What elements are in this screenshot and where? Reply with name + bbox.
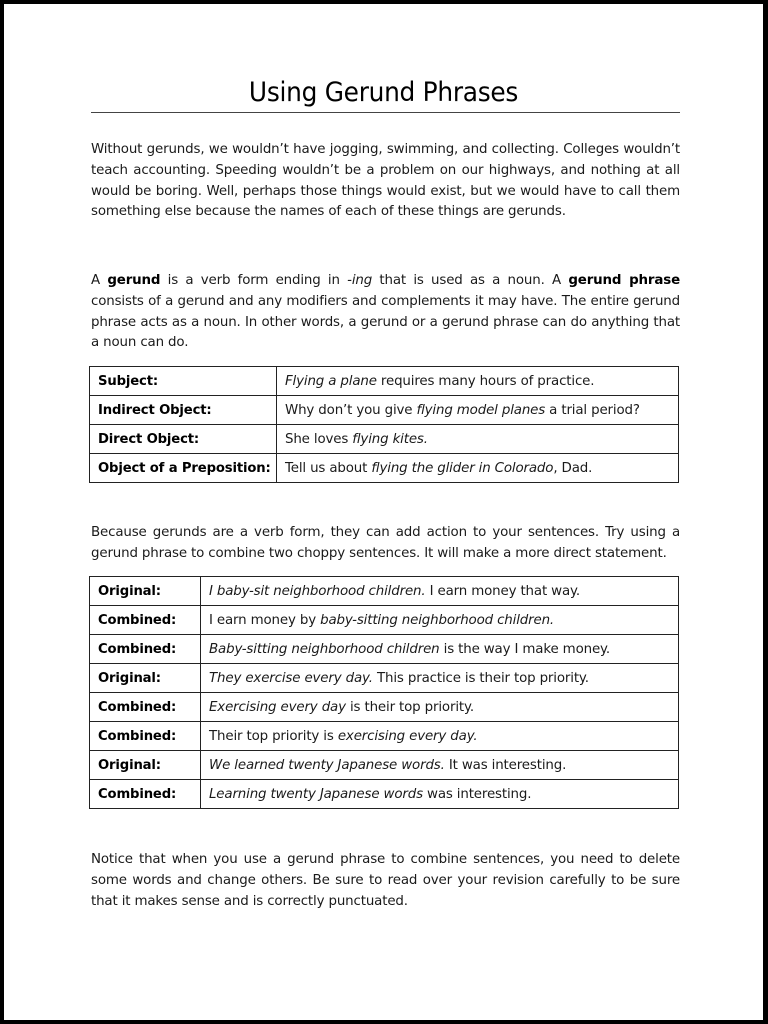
definition-text: that is used as a noun. A [372,273,569,289]
row-label: Subject: [90,367,277,396]
row-example [201,635,679,664]
table-row [90,425,679,454]
page-title: Using Gerund Phrases [248,77,519,108]
gerund-phrase: baby-sitting neighborhood children. [320,612,555,628]
gerund-phrase: flying model planes [416,402,546,418]
definition-text: is a verb form ending in [160,273,348,289]
example-text: She loves [285,431,353,447]
intro-paragraph: Without gerunds, we wouldn’t have jogging, swimming, and collecting. Colleges wouldn’t teach accounting. Speeding wouldn’t be a problem on our highways, and nothing at all would be boring. Well, perhaps those things would exist, but we would have to call them something else because the names of each of these things are gerunds. [91,142,680,220]
combine-paragraph: Because gerunds are a verb form, they can add action to your sentences. Try using a gerund phrase to combine two choppy sentences. It will make a more direct statement. [91,525,680,561]
row-example [201,780,679,809]
row-example [277,367,679,396]
example-text: was interesting. [422,786,532,802]
table-row [90,780,679,809]
row-label: Object of a Preposition: [90,454,277,483]
gerund-phrase: They exercise every day. [209,670,373,686]
row-label: Original: [90,664,201,693]
definition-paragraph [91,271,680,353]
example-text: is the way I make money. [439,641,611,657]
table-row [90,635,679,664]
example-text: requires many hours of practice. [376,373,595,389]
document-page [4,4,763,1020]
gerund-functions-table [89,366,679,483]
gerund-phrase: Baby-sitting neighborhood children [209,641,440,657]
row-label: Combined: [90,635,201,664]
row-label: Combined: [90,780,201,809]
gerund-phrase: flying the glider in Colorado [371,460,554,476]
table-row [90,577,679,606]
table-row [90,693,679,722]
example-text: I earn money by [209,612,321,628]
example-text: I earn money that way. [425,583,580,599]
example-text: Why don’t you give [285,402,417,418]
row-label: Combined: [90,606,201,635]
row-example [201,664,679,693]
row-label: Original: [90,751,201,780]
gerund-phrase: Flying a plane [285,373,377,389]
row-example [201,693,679,722]
definition-text: consists of a gerund and any modifiers and complements it may have. The entire gerund phrase acts as a noun. In other words, a gerund or a gerund phrase can do anything that a noun can do. [91,293,680,351]
table-row [90,664,679,693]
gerund-phrase: We learned twenty Japanese words. [209,757,445,773]
gerund-phrase: I baby-sit neighborhood children. [209,583,426,599]
term-gerund: gerund [107,273,161,289]
row-label: Combined: [90,722,201,751]
row-example [201,722,679,751]
row-label: Indirect Object: [90,396,277,425]
table-row [90,367,679,396]
example-text: Tell us about [285,460,372,476]
example-text: It was interesting. [444,757,567,773]
row-example [201,751,679,780]
gerund-phrase: flying kites. [352,431,428,447]
suffix-ing: -ing [347,273,373,289]
closing-paragraph: Notice that when you use a gerund phrase to combine sentences, you need to delete some words and change others. Be sure to read over your revision carefully to be sure that it makes sense and is correctly punctuated. [91,852,680,909]
row-label: Combined: [90,693,201,722]
example-text: , Dad. [553,460,593,476]
table-row [90,751,679,780]
gerund-phrase: Exercising every day [209,699,346,715]
table-row [90,606,679,635]
example-text: a trial period? [545,402,640,418]
row-label: Direct Object: [90,425,277,454]
row-example [277,425,679,454]
table-row [90,722,679,751]
row-example [201,606,679,635]
row-label: Original: [90,577,201,606]
table-row [90,396,679,425]
table-row [90,454,679,483]
example-text: Their top priority is [209,728,338,744]
gerund-phrase: exercising every day. [337,728,478,744]
row-example [201,577,679,606]
definition-text: A [91,273,108,289]
row-example [277,396,679,425]
title-divider [91,112,680,113]
example-text: is their top priority. [345,699,474,715]
term-gerund-phrase: gerund phrase [568,273,680,289]
sentence-combining-table [89,576,679,809]
row-example [277,454,679,483]
example-text: This practice is their top priority. [372,670,589,686]
gerund-phrase: Learning twenty Japanese words [209,786,423,802]
